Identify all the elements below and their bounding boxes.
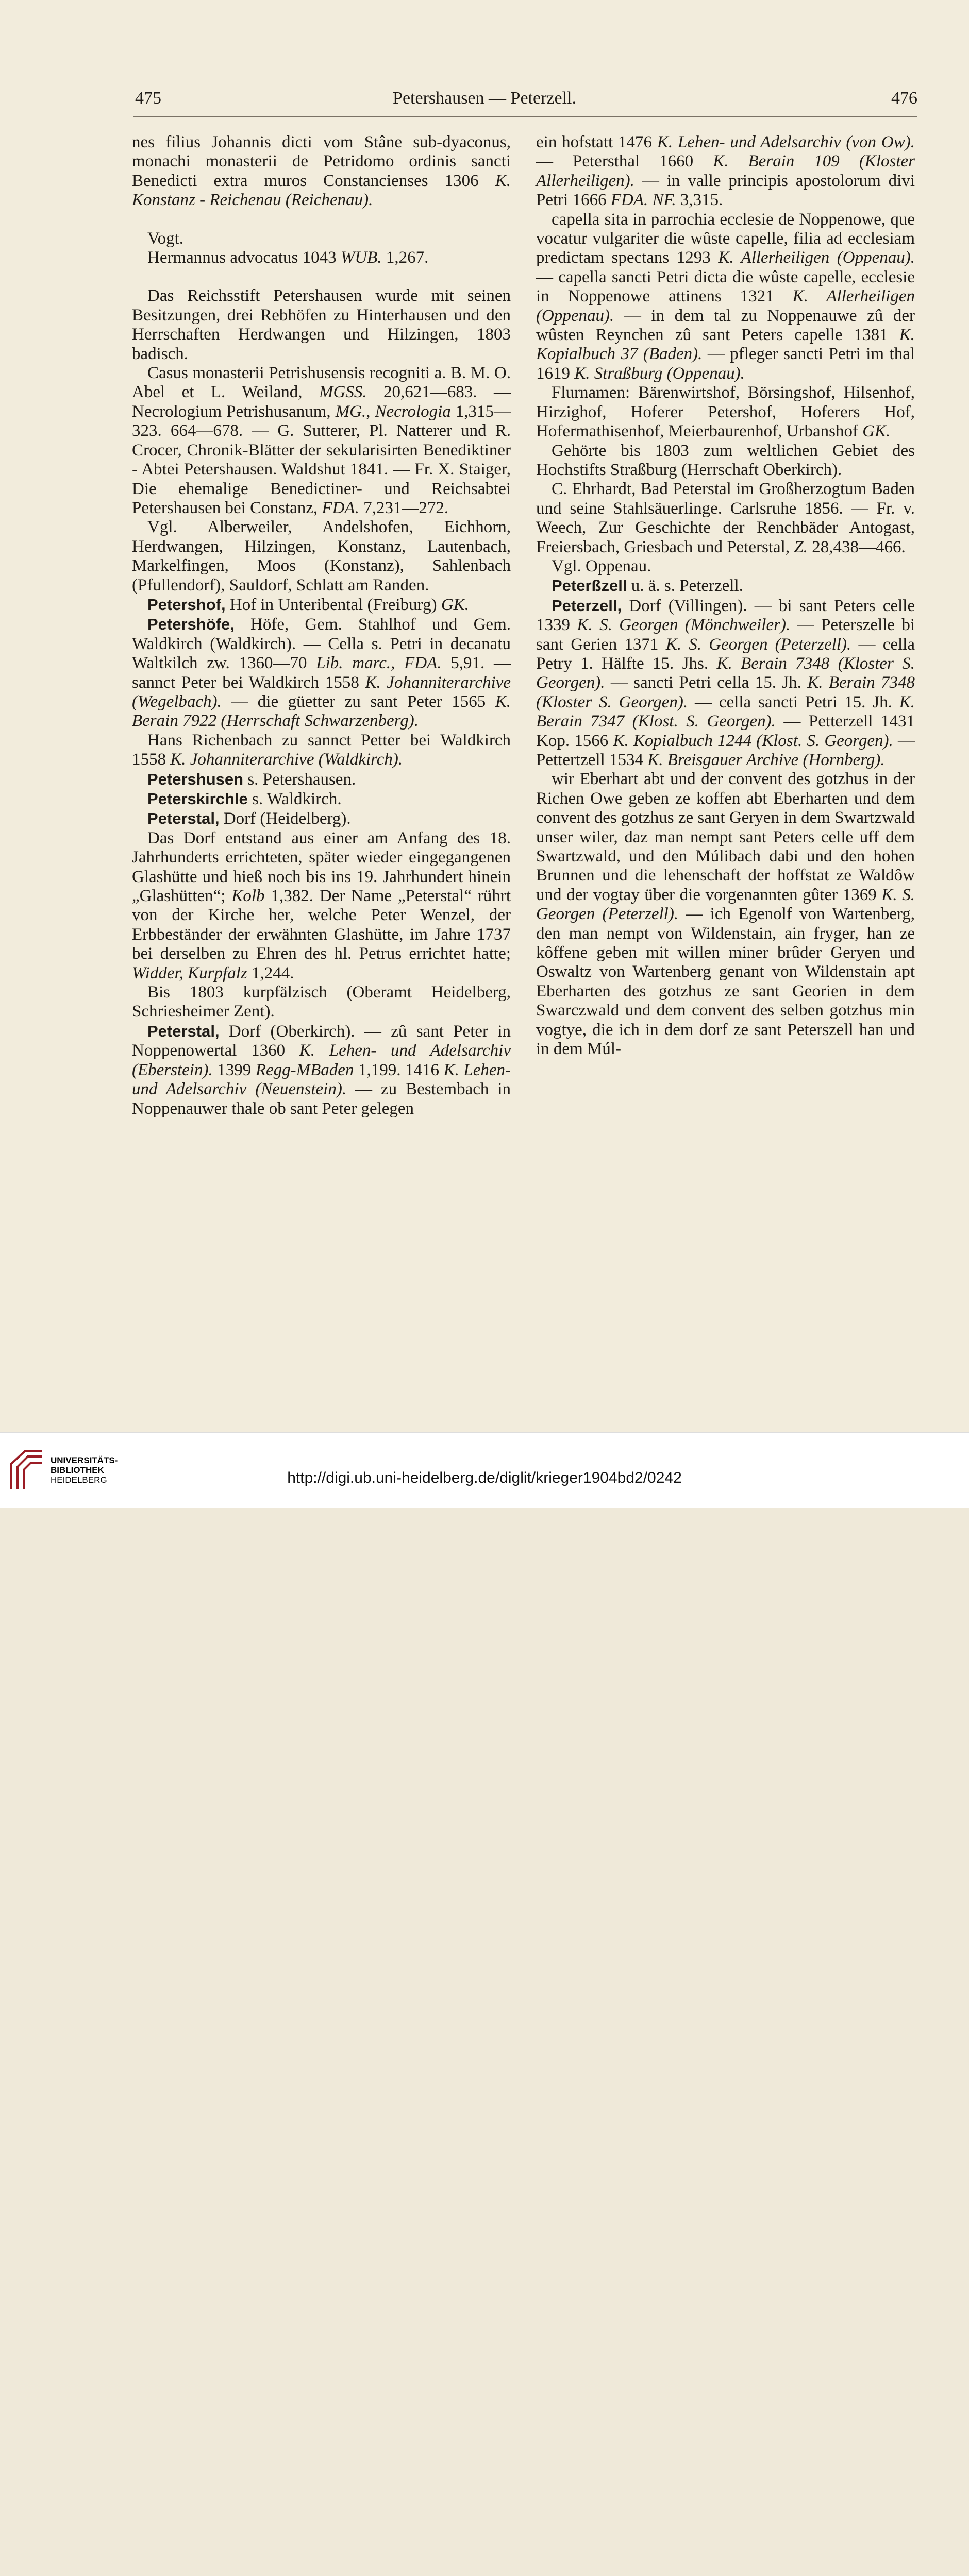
- left-paragraph: Peterskirchle s. Waldkirch.: [147, 790, 342, 808]
- right-paragraph: C. Ehrhardt, Bad Peterstal im Großherzogtum Baden und seine Stahlsäuerlinge. Carlsruhe 1856. — Fr. v. Weech, Zur Geschichte der Renchbäder Antogast, Freiersbach, Griesbach und Peterstal, Z. 28,438—466.: [536, 480, 915, 556]
- left-paragraph: Vgl. Alberweiler, Andelshofen, Eichhorn, Herdwangen, Hilzingen, Konstanz, Lautenbach, Markelfingen, Moos (Konstanz), Sahlenbach (Pfullendorf), Sauldorf, Schlatt am Randen.: [132, 518, 511, 595]
- right-paragraph: Flurnamen: Bärenwirtshof, Börsingshof, Hilsenhof, Hirzighof, Hoferer Petershof, Hoferers Hof, Hofermathisenhof, Meierbaurenhof, Urbanshof GK.: [536, 383, 915, 441]
- source-url-link[interactable]: http://digi.ub.uni-heidelberg.de/diglit/krieger1904bd2/0242: [287, 1469, 682, 1486]
- left-paragraph: Peterstal, Dorf (Oberkirch). — zû sant Peter in Noppenowertal 1360 K. Lehen- und Adelsarchiv (Eberstein). 1399 Regg-MBaden 1,199. 1416 K. Lehen- und Adelsarchiv (Neuenstein). — zu Bestembach in Noppenauwer thale ob sant Peter gelegen: [132, 1022, 511, 1118]
- library-name-line-2: BIBLIOTHEK: [51, 1465, 104, 1475]
- page-number-right: 476: [891, 89, 917, 108]
- left-paragraph: Petershof, Hof in Unteribental (Freiburg) GK.: [147, 595, 469, 614]
- right-paragraph: Peterzell, Dorf (Villingen). — bi sant Peters celle 1339 K. S. Georgen (Mönchweiler). — Peterszelle bi sant Gerien 1371 K. S. Georgen (Peterzell). — cella Petry 1. Hälfte 15. Jhs. K. Berain 7348 (Kloster S. Georgen). — sancti Petri cella 15. Jh. K. Berain 7348 (Kloster S. Georgen). — cella sancti Petri 15. Jh. K. Berain 7347 (Klost. S. Georgen). — Petterzell 1431 Kop. 1566 K. Kopialbuch 1244 (Klost. S. Georgen). — Pettertzell 1534 K. Breisgauer Archive (Hornberg).: [536, 596, 915, 769]
- right-column: [536, 133, 915, 1059]
- right-paragraph: wir Eberhart abt und der convent des gotzhus in der Richen Owe geben ze koffen abt Eberharten und dem convent des gotzhus ze sant Geryen in dem Swartzwald unser wiler, daz man nempt sant Peters celle uff dem Swartzwald, und den Múlibach dabi und den hohen Brunnen und die lehenschaft der hoffstat ze Waldôw und der vogtay über die vorgenannten gûter 1369 K. S. Georgen (Peterzell). — ich Egenolf von Wartenberg, den man nempt von Wildenstain, ain fryger, han ze kôffene geben mit willen miner brûder Geryen und Oswaltz von Wartenberg genant von Wildenstain apt Eberharten des gotzhus ze sant Georien in dem Swarczwald und dem convent des selben gotzhus min vogtye, die ich in dem dorf ze sant Peterszell han und in dem Múl-: [536, 770, 915, 1059]
- left-paragraph: Das Reichsstift Petershausen wurde mit seinen Besitzungen, drei Rebhöfen zu Hinterhausen und den Herrschaften Herdwangen und Hilzingen, 1803 badisch.: [132, 286, 511, 363]
- right-paragraph: Vgl. Oppenau.: [552, 556, 651, 575]
- left-paragraph: Hans Richenbach zu sannct Petter bei Waldkirch 1558 K. Johanniterarchive (Waldkirch).: [132, 731, 511, 769]
- left-paragraph: Peterstal, Dorf (Heidelberg).: [147, 809, 351, 828]
- right-paragraph: ein hofstatt 1476 K. Lehen- und Adelsarchiv (von Ow). — Petersthal 1660 K. Berain 109 (Kloster Allerheiligen). — in valle principis apostolorum divi Petri 1666 FDA. NF. 3,315.: [536, 133, 915, 210]
- page-number-left: 475: [135, 89, 161, 108]
- left-column: [132, 133, 511, 1118]
- library-name-line-3: HEIDELBERG: [51, 1475, 107, 1485]
- left-paragraph: Bis 1803 kurpfälzisch (Oberamt Heidelberg, Schriesheimer Zent).: [132, 983, 511, 1021]
- right-paragraph: Peterßzell u. ä. s. Peterzell.: [552, 577, 743, 596]
- left-paragraph: Petershusen s. Petershausen.: [147, 770, 356, 789]
- running-title: Petershausen — Peterzell.: [393, 89, 576, 108]
- left-paragraph: nes filius Johannis dicti vom Stâne sub-dyaconus, monachi monasterii de Petridomo ordinis sancti Benedicti extra muros Constancienses 1306 K. Konstanz - Reichenau (Reichenau).: [132, 133, 511, 210]
- right-paragraph: capella sita in parrochia ecclesie de Noppenowe, que vocatur vulgariter die wûste capelle, filia ad ecclesiam predictam spectans 1293 K. Allerheiligen (Oppenau). — capella sancti Petri dicta die wûste capelle, ecclesie in Noppenowe attinens 1321 K. Allerheiligen (Oppenau). — in dem tal zu Noppenauwe zû der wûsten Reynchen zû sant Peters capelle 1381 K. Kopialbuch 37 (Baden). — pfleger sancti Petri im thal 1619 K. Straßburg (Oppenau).: [536, 210, 915, 383]
- library-name-line-1: UNIVERSITÄTS-: [51, 1455, 118, 1465]
- header-rule: [133, 116, 917, 117]
- left-paragraph: Vogt.: [147, 229, 183, 248]
- left-paragraph: Casus monasterii Petrishusensis recogniti a. B. M. O. Abel et L. Weiland, MGSS. 20,621—683. — Necrologium Petrishusanum, MG., Necrologia 1,315—323. 664—678. — G. Sutterer, Pl. Natterer und R. Crocer, Chronik-Blätter der sekularisirten Benediktiner - Abtei Petershausen. Waldshut 1841. — Fr. X. Staiger, Die ehemalige Benedictiner- und Reichsabtei Petershausen bei Constanz, FDA. 7,231—272.: [132, 364, 511, 517]
- left-paragraph: Hermannus advocatus 1043 WUB. 1,267.: [147, 248, 429, 267]
- left-paragraph: Das Dorf entstand aus einer am Anfang des 18. Jahrhunderts errichteten, später wieder eingegangenen Glashütte und hieß noch bis ins 19. Jahrhundert hinein „Glashütten“; Kolb 1,382. Der Name „Peterstal“ rührt von der Kirche her, welche Peter Wenzel, der Erbbeständer der erwähnten Glashütte, im Jahre 1737 bei derselben zu Ehren des hl. Petrus errichtet hatte; Widder, Kurpfalz 1,244.: [132, 828, 511, 982]
- left-paragraph: Petershöfe, Höfe, Gem. Stahlhof und Gem. Waldkirch (Waldkirch). — Cella s. Petri in decanatu Waltkilch zw. 1360—70 Lib. marc., FDA. 5,91. — sannct Peter bei Waldkirch 1558 K. Johanniterarchive (Wegelbach). — die güetter zu sant Peter 1565 K. Berain 7922 (Herrschaft Schwarzenberg).: [132, 615, 511, 731]
- right-paragraph: Gehörte bis 1803 zum weltlichen Gebiet des Hochstifts Straßburg (Herrschaft Oberkirch).: [536, 441, 915, 479]
